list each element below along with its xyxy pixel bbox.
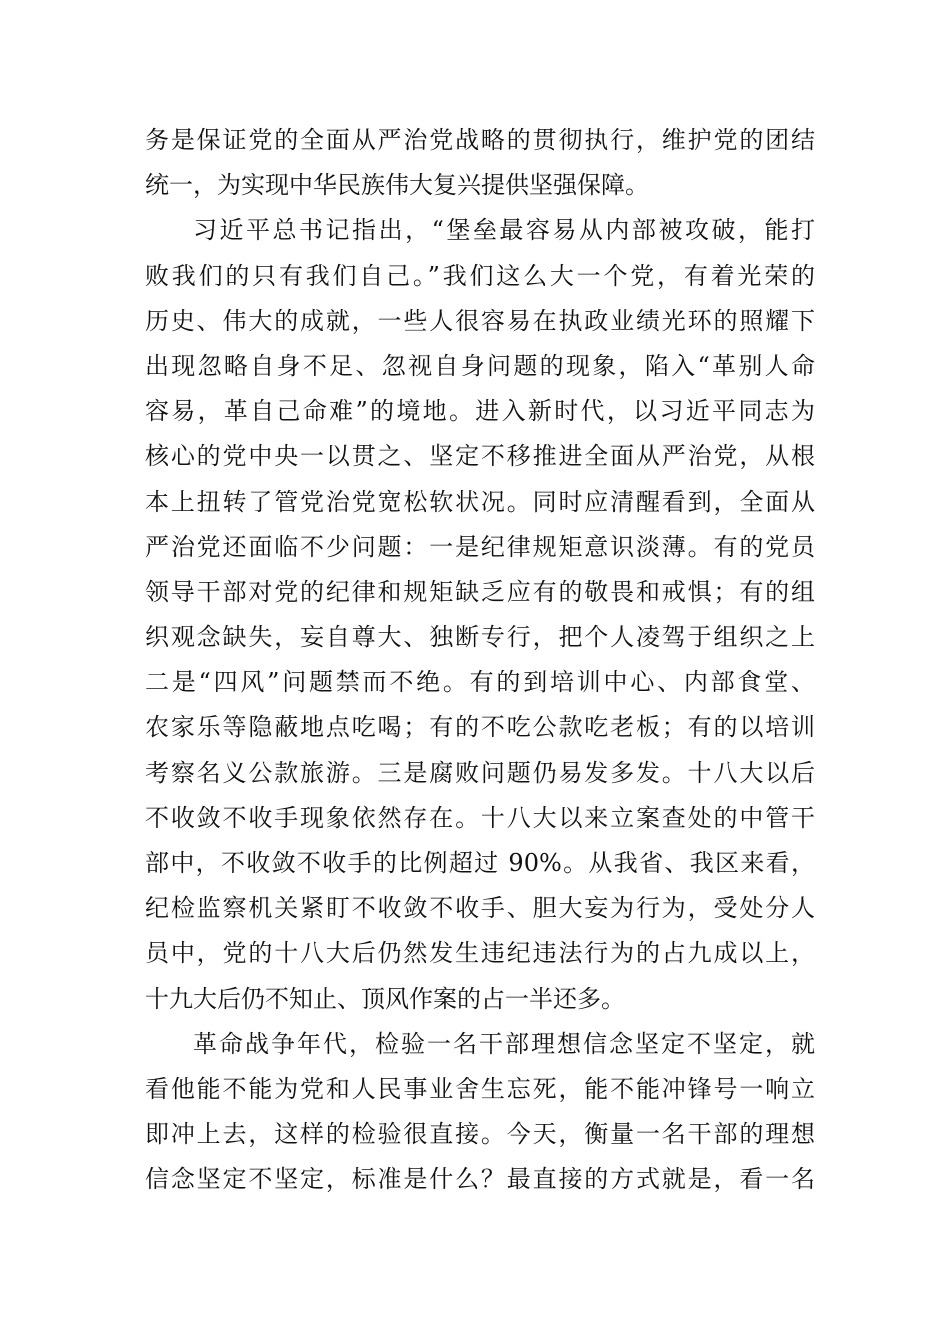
text-line: 员中，党的十八大后仍然发生违纪违法行为的占九成以上， xyxy=(145,939,815,968)
text-line: 统一，为实现中华民族伟大复兴提供坚强保障。 xyxy=(145,171,649,200)
document-body xyxy=(145,118,815,1203)
text-line: 看他能不能为党和人民事业舍生忘死，能不能冲锋号一响立 xyxy=(145,1074,815,1103)
text-line: 核心的党中央一以贯之、坚定不移推进全面从严治党，从根 xyxy=(145,442,815,471)
text-line: 不收敛不收手现象依然存在。十八大以来立案查处的中管干 xyxy=(145,803,815,832)
text-line: 习近平总书记指出，“堡垒最容易从内部被攻破，能打 xyxy=(193,216,815,245)
text-line: 考察名义公款旅游。三是腐败问题仍易发多发。十八大以后 xyxy=(145,758,815,787)
text-line: 农家乐等隐蔽地点吃喝；有的不吃公款吃老板；有的以培训 xyxy=(145,713,815,742)
text-line: 本上扭转了管党治党宽松软状况。同时应清醒看到，全面从 xyxy=(145,487,815,516)
text-line: 领导干部对党的纪律和规矩缺乏应有的敬畏和戒惧；有的组 xyxy=(145,577,815,606)
text-line: 纪检监察机关紧盯不收敛不收手、胆大妄为行为，受处分人 xyxy=(145,894,815,923)
text-line: 革命战争年代，检验一名干部理想信念坚定不坚定，就 xyxy=(193,1029,815,1058)
text-line: 历史、伟大的成就，一些人很容易在执政业绩光环的照耀下 xyxy=(145,306,815,335)
text-line: 即冲上去，这样的检验很直接。今天，衡量一名干部的理想 xyxy=(145,1120,815,1149)
text-line: 严治党还面临不少问题：一是纪律规矩意识淡薄。有的党员 xyxy=(145,532,815,561)
text-line: 织观念缺失，妄自尊大、独断专行，把个人凌驾于组织之上 xyxy=(145,623,815,652)
text-line: 出现忽略自身不足、忽视自身问题的现象，陷入“革别人命 xyxy=(145,351,815,380)
text-line: 容易，革自己命难”的境地。进入新时代，以习近平同志为 xyxy=(145,397,815,426)
text-line: 十九大后仍不知止、顶风作案的占一半还多。 xyxy=(145,984,625,1013)
text-line: 部中，不收敛不收手的比例超过 90%。从我省、我区来看， xyxy=(145,849,815,877)
text-line: 信念坚定不坚定，标准是什么？最直接的方式就是，看一名 xyxy=(145,1165,815,1194)
text-line: 败我们的只有我们自己。”我们这么大一个党，有着光荣的 xyxy=(145,261,815,290)
text-line: 二是“四风”问题禁而不绝。有的到培训中心、内部食堂、 xyxy=(145,668,815,697)
text-line: 务是保证党的全面从严治党战略的贯彻执行，维护党的团结 xyxy=(145,126,815,154)
